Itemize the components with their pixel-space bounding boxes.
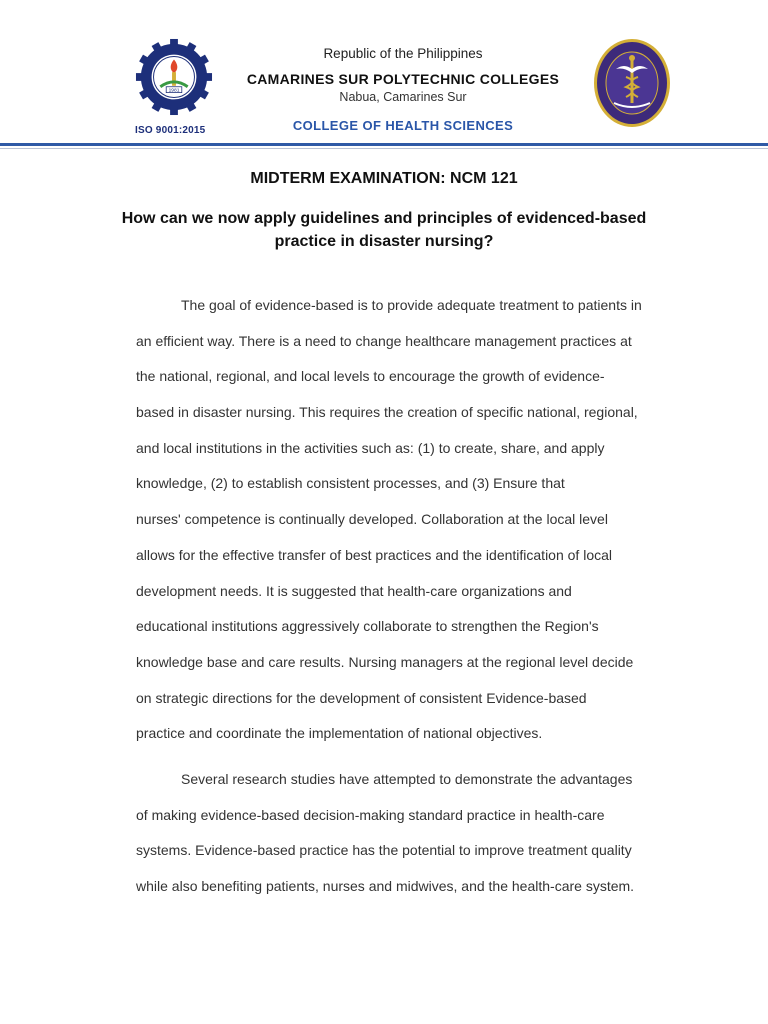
paragraph-line: of making evidence-based decision-making standard practice in health-care: [136, 806, 605, 823]
letterhead: [0, 0, 768, 150]
body-paragraph-1: [136, 297, 666, 761]
school-name: CAMARINES SUR POLYTECHNIC COLLEGES: [246, 71, 560, 87]
paragraph-line: knowledge, (2) to establish consistent processes, and (3) Ensure that: [136, 475, 565, 492]
iso-certification: ISO 9001:2015: [135, 125, 206, 136]
republic-line: Republic of the Philippines: [323, 46, 483, 61]
school-location: Nabua, Camarines Sur: [339, 90, 467, 104]
paragraph-line: allows for the effective transfer of best practices and the identification of local: [136, 546, 612, 563]
exam-question: How can we now apply guidelines and principles of evidenced-based practice in disaster nursing?: [121, 210, 647, 250]
paragraph-line: development needs. It is suggested that health-care organizations and: [136, 582, 572, 599]
health-sciences-seal-logo: [592, 37, 672, 129]
paragraph-line: while also benefiting patients, nurses and midwives, and the health-care system.: [136, 878, 635, 895]
college-seal-logo: [135, 38, 213, 116]
paragraph-line: based in disaster nursing. This requires the creation of specific national, regional,: [136, 404, 638, 421]
paragraph-line: systems. Evidence-based practice has the potential to improve treatment quality: [136, 842, 632, 859]
seal-year: 1981: [168, 88, 180, 94]
paragraph-line: educational institutions aggressively collaborate to strengthen the Region's: [136, 618, 599, 635]
paragraph-line: practice and coordinate the implementation of national objectives.: [136, 725, 543, 742]
exam-title: MIDTERM EXAMINATION: NCM 121: [250, 170, 518, 187]
paragraph-line: on strategic directions for the development of consistent Evidence-based: [136, 689, 587, 706]
college-name: COLLEGE OF HEALTH SCIENCES: [292, 118, 514, 133]
paragraph-line: the national, regional, and local levels to encourage the growth of evidence-: [136, 368, 605, 385]
paragraph-line: Several research studies have attempted to demonstrate the advantages: [181, 771, 633, 787]
paragraph-line: The goal of evidence-based is to provide adequate treatment to patients in: [181, 297, 642, 313]
paragraph-line: nurses' competence is continually developed. Collaboration at the local level: [136, 511, 608, 528]
header-rule-blue: [0, 143, 768, 146]
paragraph-line: knowledge base and care results. Nursing managers at the regional level decide: [136, 653, 634, 670]
paragraph-line: an efficient way. There is a need to change healthcare management practices at: [136, 332, 632, 349]
body-paragraph-2: [136, 771, 666, 914]
paragraph-line: and local institutions in the activities such as: (1) to create, share, and apply: [136, 439, 605, 456]
header-rule-grey: [0, 148, 768, 149]
